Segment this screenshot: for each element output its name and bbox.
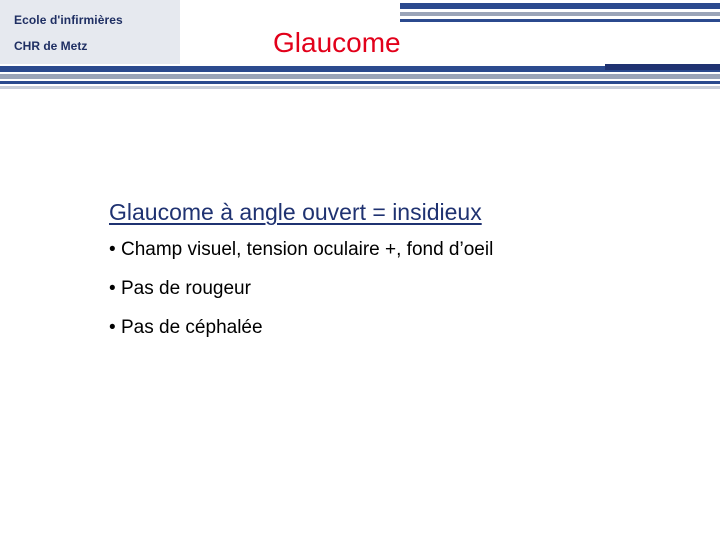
bullet-item [109,316,669,340]
slide-subtitle: Glaucome à angle ouvert = insidieux [109,199,482,225]
bullet-text: Pas de rougeur [121,278,251,299]
slide-content [109,199,669,355]
bullet-list [109,238,669,340]
bullet-text: Champ visuel, tension oculaire +, fond d’oeil [121,239,494,260]
bullet-marker: • [109,317,116,338]
school-name: Ecole d'infirmières [14,13,123,27]
bullet-item [109,238,669,262]
bullet-marker: • [109,278,116,299]
bullet-text: Pas de céphalée [121,317,263,338]
bullet-item [109,277,669,301]
bullet-marker: • [109,239,116,260]
slide-title: Glaucome [273,27,401,58]
hospital-name: CHR de Metz [14,39,88,53]
header-band [0,0,720,92]
